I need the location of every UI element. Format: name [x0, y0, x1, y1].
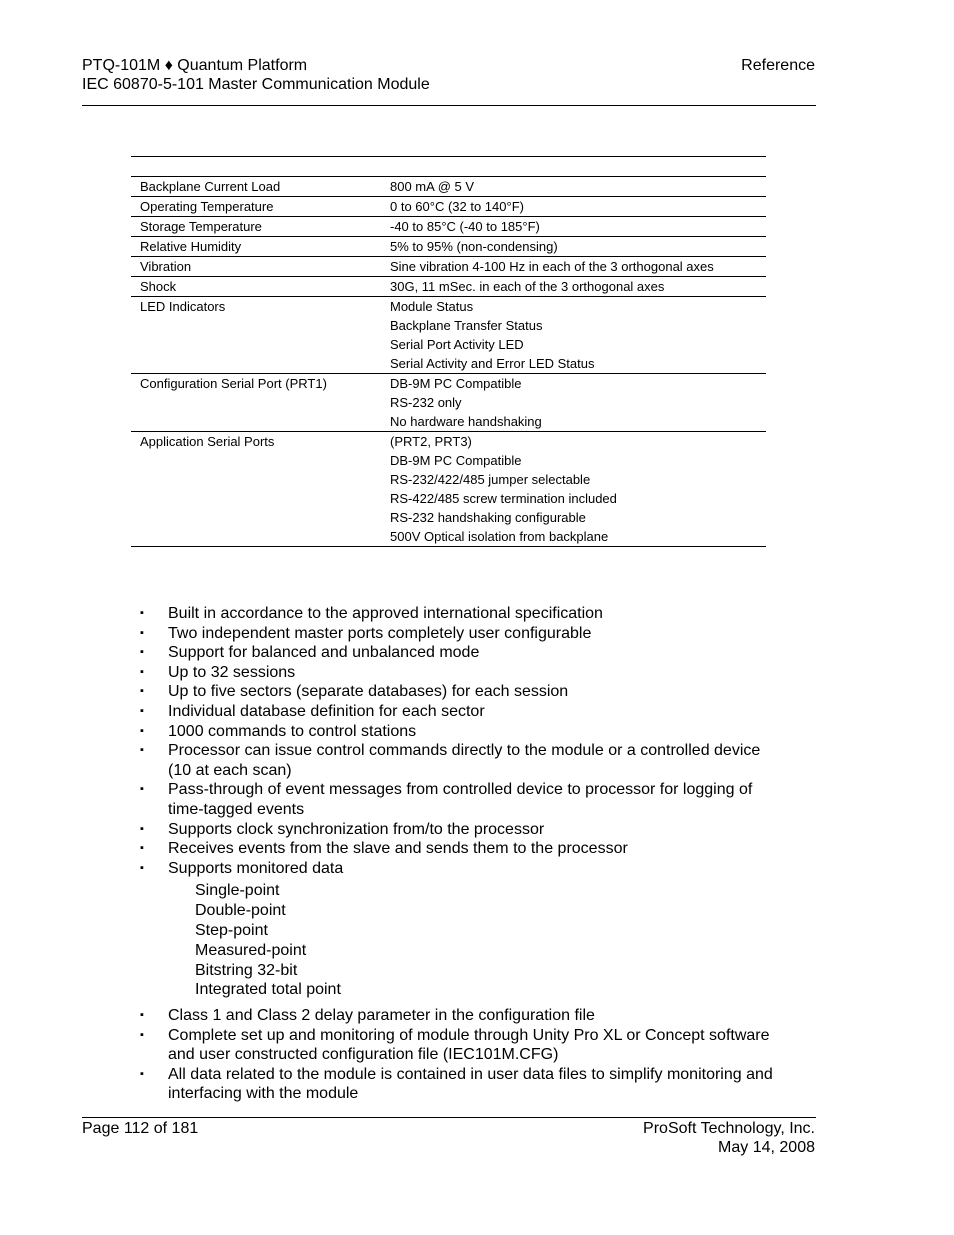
bullet-icon: ▪ — [140, 1067, 144, 1080]
bullet-icon: ▪ — [140, 724, 144, 737]
spec-label: Operating Temperature — [131, 197, 381, 217]
list-item — [140, 780, 780, 819]
document-title: PTQ-101M ♦ Quantum Platform — [82, 57, 308, 74]
spec-label: Relative Humidity — [131, 237, 381, 257]
list-item — [140, 820, 780, 840]
spec-value-line: 0 to 60°C (32 to 140°F) — [390, 199, 524, 214]
list-item — [140, 839, 780, 859]
list-item-text: Up to five sectors (separate databases) for each session — [168, 683, 569, 701]
list-item-text: Class 1 and Class 2 delay parameter in the configuration file — [168, 1007, 595, 1025]
list-item-text: Support for balanced and unbalanced mode — [168, 644, 480, 662]
company-name: ProSoft Technology, Inc. — [643, 1120, 815, 1137]
spec-value-line: 800 mA @ 5 V — [390, 179, 475, 194]
spec-label: Vibration — [131, 257, 381, 277]
spec-value-line: Serial Activity and Error LED Status — [390, 356, 595, 371]
spec-value-line: RS-422/485 screw termination included — [390, 491, 617, 506]
spec-label: Storage Temperature — [131, 217, 381, 237]
section-name: Reference — [741, 57, 815, 74]
bullet-icon: ▪ — [140, 704, 144, 717]
spec-value — [381, 277, 766, 297]
bullet-icon: ▪ — [140, 607, 144, 619]
bullet-icon: ▪ — [140, 744, 144, 757]
sub-list-item: Double-point — [195, 902, 286, 920]
table-row — [131, 432, 766, 547]
header-divider — [82, 105, 816, 106]
spec-value — [381, 374, 766, 432]
list-item-text: Receives events from the slave and sends them to the processor — [168, 840, 628, 858]
spec-value-line: 500V Optical isolation from backplane — [390, 529, 609, 544]
list-item-text: Individual database definition for each sector — [168, 702, 485, 720]
list-item — [140, 741, 780, 780]
spec-label: Shock — [131, 277, 381, 297]
bullet-icon: ▪ — [140, 665, 144, 678]
spec-value — [381, 297, 766, 374]
table-row — [131, 277, 766, 297]
spec-value-line: DB-9M PC Compatible — [390, 453, 522, 468]
page-header — [82, 56, 815, 94]
bullet-icon: ▪ — [140, 1009, 144, 1022]
spec-value-line: (PRT2, PRT3) — [390, 434, 472, 449]
list-item-text: Supports clock synchronization from/to the processor — [168, 820, 545, 838]
list-item — [140, 722, 780, 742]
spec-value-line: Module Status — [390, 299, 474, 314]
bullet-icon: ▪ — [140, 1028, 144, 1041]
bullet-icon: ▪ — [140, 822, 144, 835]
list-item — [140, 682, 780, 702]
table-row — [131, 374, 766, 432]
spec-value — [381, 237, 766, 257]
table-row — [131, 197, 766, 217]
spec-value — [381, 217, 766, 237]
list-item — [140, 859, 780, 879]
bullet-icon: ▪ — [140, 783, 144, 796]
document-subtitle: IEC 60870-5-101 Master Communication Module — [82, 76, 430, 93]
list-item — [140, 604, 780, 624]
page-number: Page 112 of 181 — [82, 1120, 199, 1137]
list-item — [140, 1065, 780, 1104]
list-item-text: 1000 commands to control stations — [168, 722, 417, 740]
list-item — [140, 1026, 780, 1065]
page-footer — [82, 1119, 815, 1156]
spec-value-line: -40 to 85°C (-40 to 185°F) — [390, 219, 540, 234]
list-item — [140, 663, 780, 683]
specifications-table — [131, 176, 766, 547]
list-item-text: All data related to the module is contained in user data files to simplify monitoring and interfacing with the module — [168, 1065, 773, 1103]
table-row — [131, 297, 766, 374]
list-item — [140, 1006, 780, 1026]
list-item-text: Processor can issue control commands directly to the module or a controlled device (10 at each scan) — [168, 742, 761, 779]
table-row — [131, 217, 766, 237]
list-item — [140, 624, 780, 644]
sub-list-item: Step-point — [195, 921, 268, 939]
publication-date: May 14, 2008 — [718, 1139, 815, 1156]
table-row — [131, 237, 766, 257]
spec-label: Configuration Serial Port (PRT1) — [131, 374, 381, 432]
spec-value-line: Serial Port Activity LED — [390, 337, 524, 352]
bullet-icon: ▪ — [140, 685, 144, 698]
spec-value-line: No hardware handshaking — [390, 414, 542, 429]
spec-value-line: 5% to 95% (non-condensing) — [390, 239, 558, 254]
spec-value — [381, 432, 766, 547]
bullet-icon: ▪ — [140, 861, 144, 874]
spec-value-line: Backplane Transfer Status — [390, 318, 543, 333]
sub-list-item: Bitstring 32-bit — [195, 961, 298, 979]
sub-list-item: Integrated total point — [195, 981, 341, 999]
list-item-text: Complete set up and monitoring of module through Unity Pro XL or Concept software and user constructed configuration file (IEC101M.CFG) — [168, 1026, 770, 1064]
list-item — [140, 702, 780, 722]
spec-value — [381, 177, 766, 197]
monitored-data-list — [140, 881, 780, 1000]
list-item-text: Pass-through of event messages from controlled device to processor for logging of time-tagged events — [168, 781, 753, 818]
spec-value — [381, 257, 766, 277]
list-item-text: Supports monitored data — [168, 859, 344, 877]
footer-divider — [82, 1117, 816, 1118]
bullet-icon: ▪ — [140, 646, 144, 659]
spec-value-line: RS-232/422/485 jumper selectable — [390, 472, 591, 487]
table-row — [131, 177, 766, 197]
list-item — [140, 643, 780, 663]
spec-label: Backplane Current Load — [131, 177, 381, 197]
spec-value-line: RS-232 handshaking configurable — [390, 510, 586, 525]
table-top-rule — [131, 156, 766, 157]
bullet-icon: ▪ — [140, 842, 144, 855]
list-item-text: Up to 32 sessions — [168, 663, 296, 681]
sub-list-item: Single-point — [195, 882, 280, 900]
list-item-text: Built in accordance to the approved international specification — [168, 605, 603, 622]
spec-value-line: RS-232 only — [390, 395, 462, 410]
spec-value — [381, 197, 766, 217]
bullet-icon: ▪ — [140, 626, 144, 639]
features-list — [140, 604, 780, 1104]
spec-value-line: 30G, 11 mSec. in each of the 3 orthogonal axes — [390, 279, 665, 294]
spec-value-line: Sine vibration 4-100 Hz in each of the 3 orthogonal axes — [390, 259, 714, 274]
spec-label: LED Indicators — [131, 297, 381, 374]
spec-label: Application Serial Ports — [131, 432, 381, 547]
table-row — [131, 257, 766, 277]
list-item-text: Two independent master ports completely user configurable — [168, 624, 592, 642]
sub-list-item: Measured-point — [195, 941, 307, 959]
spec-value-line: DB-9M PC Compatible — [390, 376, 522, 391]
